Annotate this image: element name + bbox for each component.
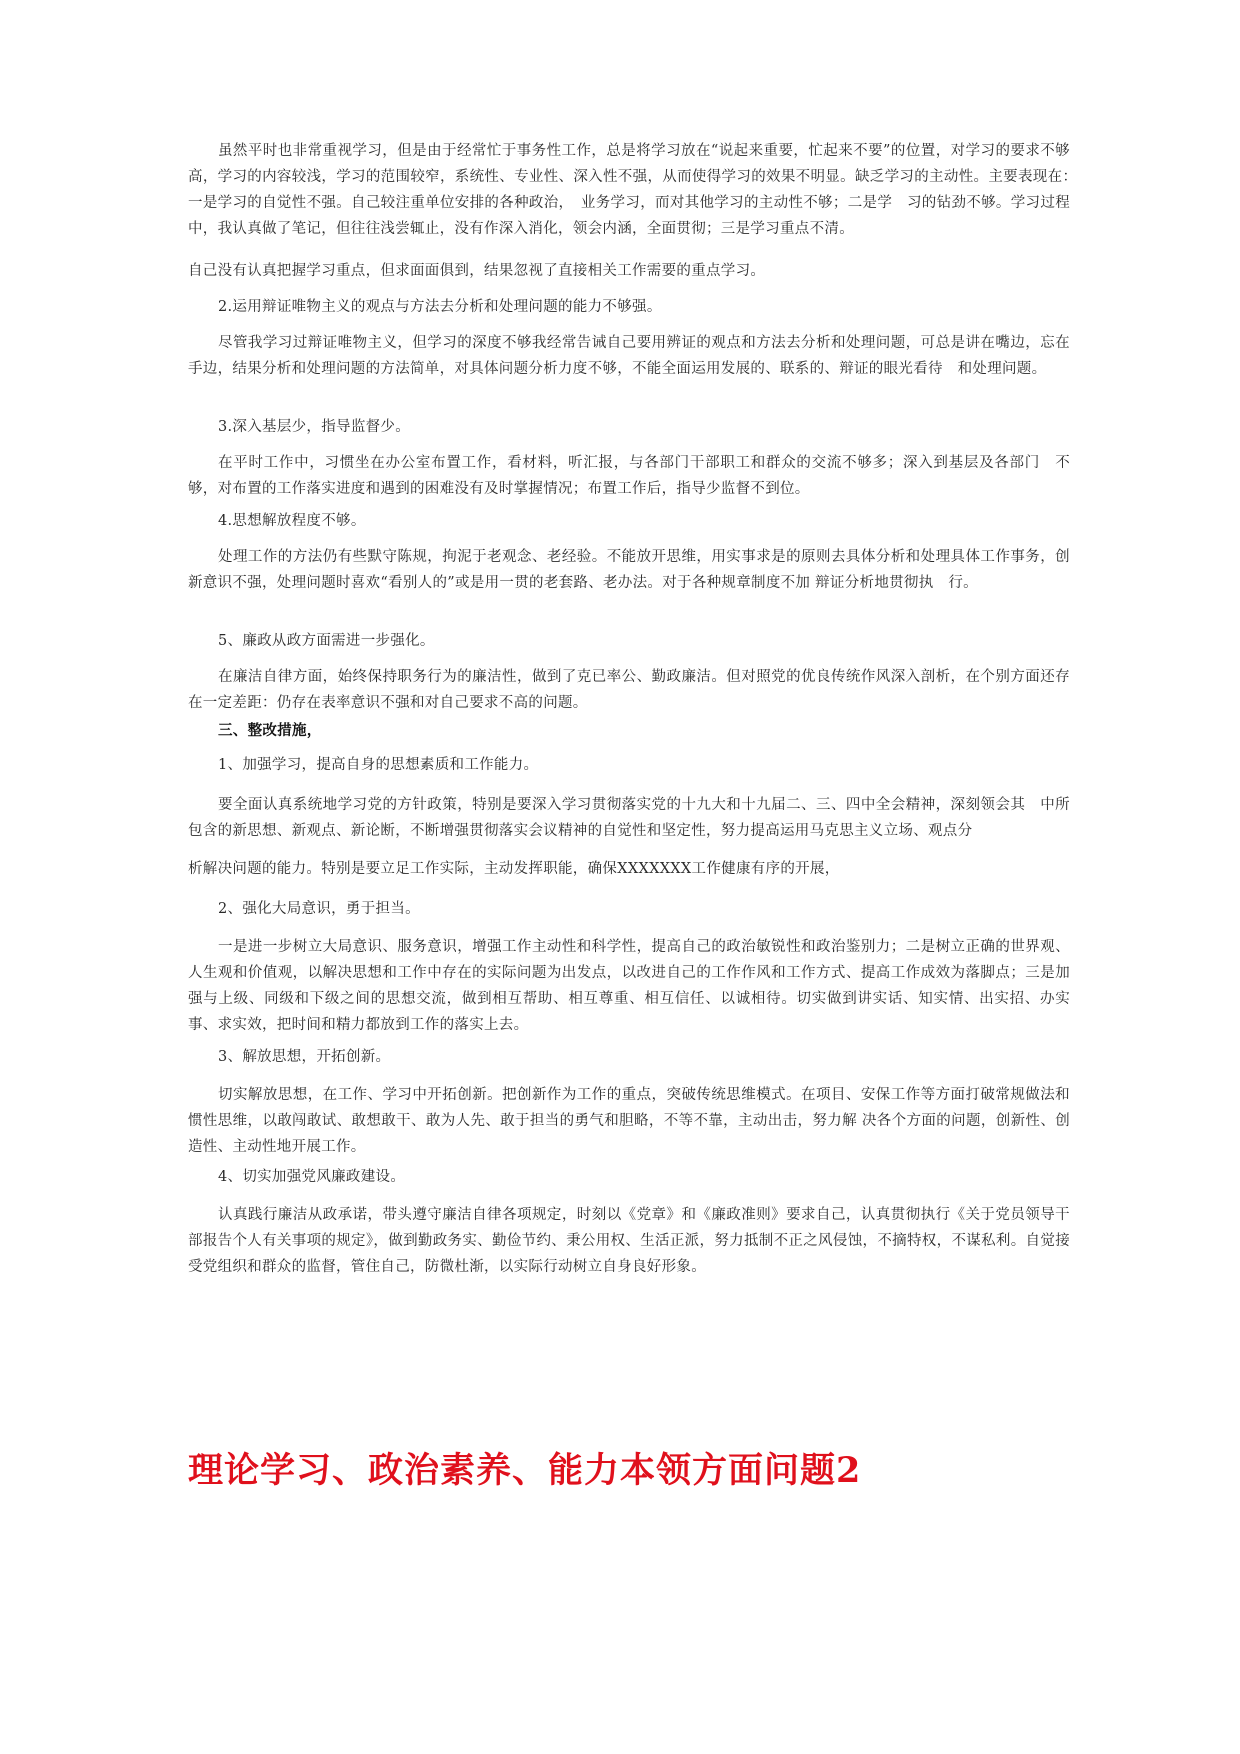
paragraph-thinking: 处理工作的方法仍有些默守陈规，拘泥于老观念、老经验。不能放开思维，用实事求是的原则去具体分析和处理具体工作事务，创新意识不强，处理问题时喜欢“看别人的”或是用一贯的老套路、老办法。对于各种规章制度不加 辩证分析地贯彻执 行。 [188,549,1070,591]
section-heading-measures: 三、整改措施， [218,722,322,739]
paragraph-dialectics: 尽管我学习过辩证唯物主义，但学习的深度不够我经常告诫自己要用辨证的观点和方法去分析和处理问题，可总是讲在嘴边，忘在手边，结果分析和处理问题的方法简单，对具体问题分析力度不够，不能全面运用发展的、联系的、辩证的眼光看待 和处理问题。 [188,335,1070,377]
paragraph-party-conduct: 认真践行廉洁从政承诺，带头遵守廉洁自律各项规定，时刻以《党章》和《廉政准则》要求自己，认真贯彻执行《关于党员领导干部报告个人有关事项的规定》，做到勤政务实、勤俭节约、秉公用权、生活正派，努力抵制不正之风侵蚀，不摘特权，不谋私利。自觉接受党组织和群众的监督，管住自己，防微杜渐，以实际行动树立自身良好形象。 [188,1207,1070,1275]
subheading-overall-awareness: 2、强化大局意识，勇于担当。 [218,901,420,917]
paragraph-grassroots: 在平时工作中，习惯坐在办公室布置工作，看材料，听汇报，与各部门干部职工和群众的交流不够多；深入到基层及各部门 不够，对布置的工作落实进度和遇到的困难没有及时掌握情况；布置工作后，指导少监督不到位。 [188,455,1070,497]
subheading-party-conduct: 4、切实加强党风廉政建设。 [218,1169,406,1185]
paragraph-overall-awareness: 一是进一步树立大局意识、服务意识，增强工作主动性和科学性，提高自己的政治敏锐性和政治鉴别力；二是树立正确的世界观、人生观和价值观，以解决思想和工作中存在的实际问题为出发点，以改进自己的工作作风和工作方式、提高工作成效为落脚点；三是加强与上级、同级和下级之间的思想交流，做到相互帮助、相互尊重、相互信任、以诚相待。切实做到讲实话、知实情、出实招、办实事、求实效，把时间和精力都放到工作的落实上去。 [188,939,1070,1033]
subheading-innovation: 3、解放思想，开拓创新。 [218,1049,391,1065]
paragraph-study-focus: 自己没有认真把握学习重点，但求面面俱到，结果忽视了直接相关工作需要的重点学习。 [188,263,766,279]
paragraph-innovation: 切实解放思想，在工作、学习中开拓创新。把创新作为工作的重点，突破传统思维模式。在项目、安保工作等方面打破常规做法和惯性思维，以敢闯敢试、敢想敢干、敢为人先、敢于担当的勇气和胆略，不等不靠，主动出击，努力解 决各个方面的问题，创新性、创造性、主动性地开展工作。 [188,1087,1070,1155]
subheading-thinking: 4.思想解放程度不够。 [218,513,366,529]
paragraph-integrity: 在廉洁自律方面，始终保持职务行为的廉洁性，做到了克已率公、勤政廉洁。但对照党的优良传统作风深入剖析，在个别方面还存在一定差距：仍存在表率意识不强和对自己要求不高的问题。 [188,669,1070,711]
subheading-grassroots: 3.深入基层少，指导监督少。 [218,419,411,435]
subheading-strengthen-study: 1、加强学习，提高自身的思想素质和工作能力。 [218,757,539,773]
paragraph-strengthen-study: 要全面认真系统地学习党的方针政策，特别是要深入学习贯彻落实党的十九大和十九届二、三、四中全会精神，深刻领会其 中所包含的新思想、新观点、新论断，不断增强贯彻落实会议精神的自觉性和坚定性，努力提高运用马克思主义立场、观点分 [188,797,1070,839]
document-heading: 理论学习、政治素养、能力本领方面问题2 [188,1450,862,1491]
paragraph-study-attitude: 虽然平时也非常重视学习，但是由于经常忙于事务性工作，总是将学习放在“说起来重要，忙起来不要”的位置，对学习的要求不够高，学习的内容较浅，学习的范围较窄，系统性、专业性、深入性不强，从而使得学习的效果不明显。缺乏学习的主动性。主要表现在： 一是学习的自觉性不强。自己较注重单位安排的各种政治， 业务学习，而对其他学习的主动性不够；二是学 习的钻劲不够。学习过程中，我认真做了笔记，但往往浅尝辄止，没有作深入消化，领会内涵，全面贯彻；三是学习重点不清。 [188,143,1085,237]
subheading-dialectics: 2.运用辩证唯物主义的观点与方法去分析和处理问题的能力不够强。 [218,299,662,315]
paragraph-strengthen-study-cont: 析解决问题的能力。特别是要立足工作实际，主动发挥职能，确保XXXXXXX工作健康有序的开展， [188,861,840,877]
subheading-integrity: 5、廉政从政方面需进一步强化。 [218,633,435,649]
